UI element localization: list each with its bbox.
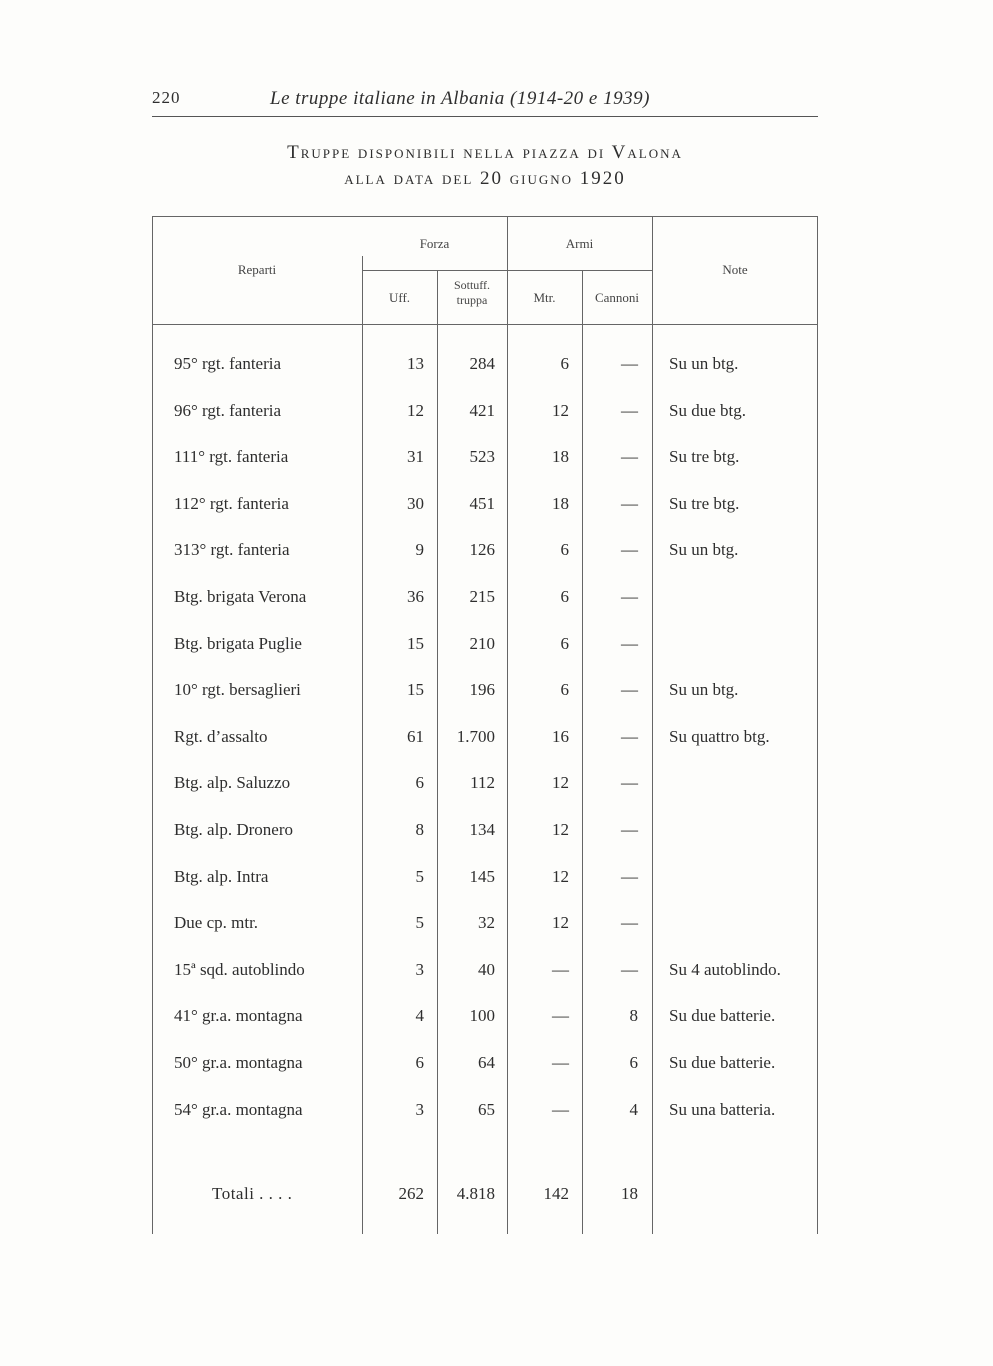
table-top-rule	[152, 216, 818, 217]
cell-cannoni: —	[621, 447, 638, 466]
cell-cannoni: —	[621, 494, 638, 513]
table-row	[152, 865, 818, 911]
cell-uff: 5	[415, 867, 424, 886]
running-title: Le truppe italiane in Albania (1914-20 e 1939)	[270, 88, 650, 109]
cell-note: Su un btg.	[669, 540, 739, 559]
cell-sottuff: 421	[469, 401, 495, 420]
cell-mtr: 12	[552, 820, 569, 839]
table-row	[152, 445, 818, 491]
header-sottuff	[437, 278, 507, 308]
cell-sottuff: 210	[469, 634, 495, 653]
page-number: 220	[152, 88, 181, 107]
header-armi: Armi	[565, 236, 594, 251]
cell-sottuff: 284	[469, 354, 495, 373]
table-row	[152, 352, 818, 398]
cell-mtr: —	[552, 1053, 569, 1072]
cell-reparto: 15ª sqd. autoblindo	[174, 960, 305, 979]
cell-cannoni: —	[621, 913, 638, 932]
cell-uff: 31	[407, 447, 424, 466]
cell-uff: 61	[407, 727, 424, 746]
cell-note: Su due btg.	[669, 401, 746, 420]
cell-uff: 3	[415, 960, 424, 979]
cell-cannoni: —	[621, 540, 638, 559]
cell-note: Su una batteria.	[669, 1100, 776, 1119]
cell-note: Su un btg.	[669, 680, 739, 699]
cell-sottuff: 65	[478, 1100, 495, 1119]
table-row	[152, 911, 818, 957]
cell-note: Su tre btg.	[669, 447, 740, 466]
cell-cannoni: —	[621, 773, 638, 792]
cell-cannoni: 8	[629, 1006, 638, 1025]
table-subtitle: alla data del 20 giugno 1920	[344, 168, 626, 189]
table-row	[152, 1004, 818, 1050]
cell-cannoni: —	[621, 820, 638, 839]
cell-mtr: —	[552, 1100, 569, 1119]
table-row	[152, 1098, 818, 1144]
page-header	[152, 88, 820, 114]
cell-sottuff: 1.700	[456, 727, 495, 746]
cell-reparto: 50° gr.a. montagna	[174, 1053, 303, 1072]
cell-cannoni: —	[621, 680, 638, 699]
header-bottom-rule	[152, 324, 818, 325]
cell-mtr: 12	[552, 773, 569, 792]
cell-reparto: 54° gr.a. montagna	[174, 1100, 303, 1119]
header-cannoni: Cannoni	[594, 290, 640, 305]
header-rule	[152, 116, 818, 117]
totals-cannoni: 18	[621, 1184, 638, 1203]
cell-cannoni: —	[621, 867, 638, 886]
cell-note: Su tre btg.	[669, 494, 740, 513]
cell-note: Su un btg.	[669, 354, 739, 373]
cell-sottuff: 134	[469, 820, 495, 839]
cell-sottuff: 451	[469, 494, 495, 513]
totals-uff: 262	[398, 1184, 424, 1203]
cell-reparto: Btg. brigata Puglie	[174, 634, 302, 653]
cell-note: Su due batterie.	[669, 1006, 776, 1025]
totals-label: Totali . . . .	[212, 1184, 293, 1203]
cell-mtr: 12	[552, 401, 569, 420]
table-row	[152, 632, 818, 678]
totals-sottuff: 4.818	[456, 1184, 495, 1203]
cell-sottuff: 32	[478, 913, 495, 932]
cell-uff: 3	[415, 1100, 424, 1119]
table-title: Truppe disponibili nella piazza di Valona	[287, 142, 683, 163]
table-row	[152, 771, 818, 817]
cell-note: Su due batterie.	[669, 1053, 776, 1072]
cell-reparto: 95° rgt. fanteria	[174, 354, 282, 373]
cell-sottuff: 112	[470, 773, 495, 792]
cell-mtr: 16	[552, 727, 569, 746]
cell-cannoni: —	[621, 354, 638, 373]
cell-reparto: Btg. alp. Intra	[174, 867, 269, 886]
cell-mtr: —	[552, 960, 569, 979]
header-forza: Forza	[419, 236, 450, 251]
cell-uff: 15	[407, 634, 424, 653]
troops-table	[152, 216, 818, 1234]
cell-reparto: 313° rgt. fanteria	[174, 540, 290, 559]
cell-uff: 9	[415, 540, 424, 559]
table-row	[152, 399, 818, 445]
header-reparti: Reparti	[237, 262, 277, 277]
table-row	[152, 678, 818, 724]
cell-cannoni: —	[621, 634, 638, 653]
header-sottuff-line2: truppa	[456, 293, 488, 307]
cell-uff: 4	[415, 1006, 424, 1025]
cell-cannoni: —	[621, 960, 638, 979]
cell-mtr: 18	[552, 494, 569, 513]
cell-uff: 36	[407, 587, 424, 606]
cell-sottuff: 100	[469, 1006, 495, 1025]
cell-cannoni: —	[621, 401, 638, 420]
cell-reparto: Due cp. mtr.	[174, 913, 259, 932]
header-sottuff-line1: Sottuff.	[453, 278, 491, 292]
cell-reparto: 96° rgt. fanteria	[174, 401, 282, 420]
cell-reparto: Rgt. d’assalto	[174, 727, 268, 746]
cell-sottuff: 126	[469, 540, 495, 559]
table-row	[152, 1051, 818, 1097]
cell-mtr: 12	[552, 867, 569, 886]
table-row	[152, 725, 818, 771]
cell-sottuff: 64	[478, 1053, 495, 1072]
cell-reparto: 112° rgt. fanteria	[174, 494, 289, 513]
cell-cannoni: —	[621, 587, 638, 606]
table-row	[152, 818, 818, 864]
cell-mtr: 6	[560, 634, 569, 653]
table-row	[152, 538, 818, 584]
cell-uff: 5	[415, 913, 424, 932]
cell-sottuff: 196	[469, 680, 495, 699]
cell-sottuff: 215	[469, 587, 495, 606]
cell-uff: 12	[407, 401, 424, 420]
cell-note: Su quattro btg.	[669, 727, 770, 746]
cell-reparto: Btg. alp. Saluzzo	[174, 773, 291, 792]
cell-uff: 30	[407, 494, 424, 513]
header-mtr: Mtr.	[533, 290, 556, 305]
cell-uff: 15	[407, 680, 424, 699]
cell-mtr: 12	[552, 913, 569, 932]
cell-uff: 8	[415, 820, 424, 839]
cell-reparto: Btg. alp. Dronero	[174, 820, 293, 839]
cell-note: Su 4 autoblindo.	[669, 960, 781, 979]
cell-reparto: 111° rgt. fanteria	[174, 447, 289, 466]
cell-reparto: 41° gr.a. montagna	[174, 1006, 303, 1025]
table-row	[152, 585, 818, 631]
cell-mtr: 18	[552, 447, 569, 466]
header-note: Note	[722, 262, 748, 277]
cell-mtr: —	[552, 1006, 569, 1025]
cell-cannoni: —	[621, 727, 638, 746]
cell-uff: 6	[415, 1053, 424, 1072]
totals-mtr: 142	[543, 1184, 569, 1203]
cell-reparto: 10° rgt. bersaglieri	[174, 680, 301, 699]
cell-cannoni: 6	[629, 1053, 638, 1072]
cell-mtr: 6	[560, 587, 569, 606]
table-row	[152, 492, 818, 538]
cell-mtr: 6	[560, 680, 569, 699]
table-row	[152, 958, 818, 1004]
cell-sottuff: 523	[469, 447, 495, 466]
cell-mtr: 6	[560, 354, 569, 373]
cell-uff: 13	[407, 354, 424, 373]
cell-uff: 6	[415, 773, 424, 792]
group-header-rule	[362, 270, 652, 271]
header-uff: Uff.	[388, 290, 411, 305]
cell-cannoni: 4	[629, 1100, 638, 1119]
cell-reparto: Btg. brigata Verona	[174, 587, 307, 606]
cell-sottuff: 40	[478, 960, 495, 979]
cell-mtr: 6	[560, 540, 569, 559]
cell-sottuff: 145	[469, 867, 495, 886]
